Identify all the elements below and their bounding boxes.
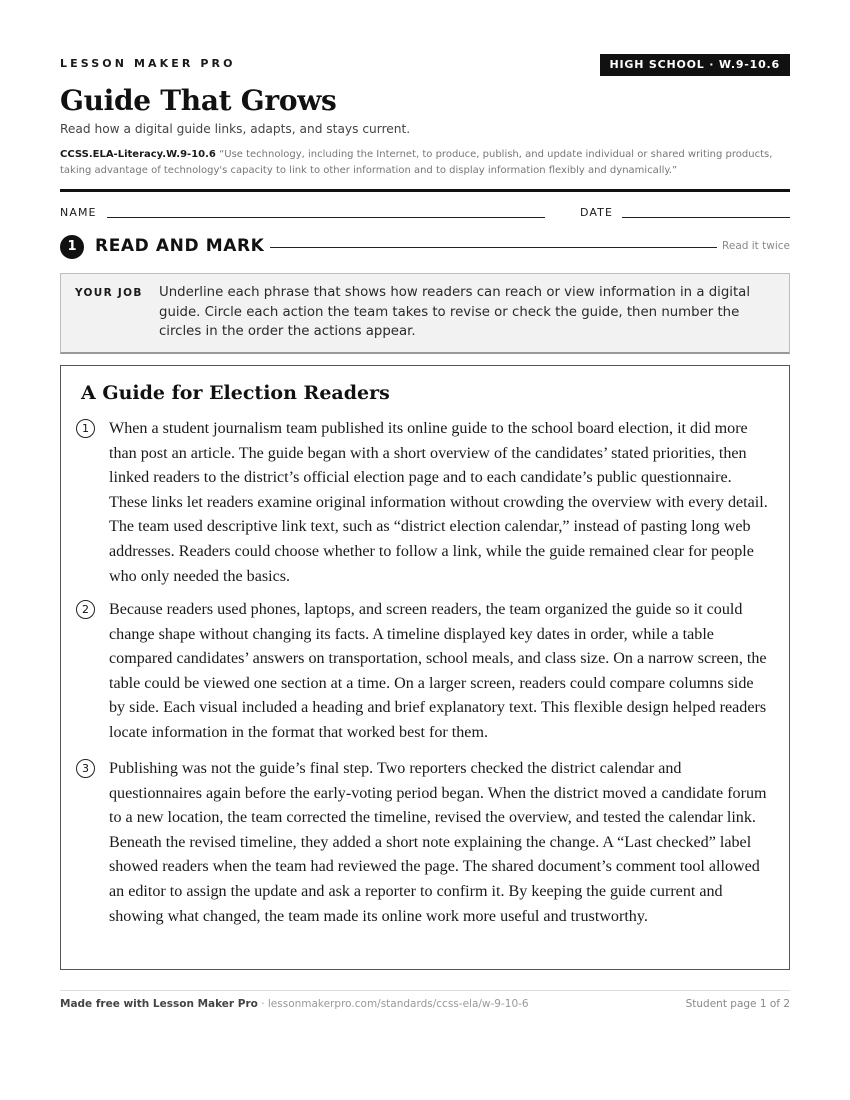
reading-passage xyxy=(60,365,790,970)
footer-credit xyxy=(60,998,529,1010)
name-label: NAME xyxy=(60,206,97,219)
header-divider xyxy=(60,189,790,192)
section-note: Read it twice xyxy=(722,240,790,252)
paragraph-text: Because readers used phones, laptops, and screen readers, the team organized the guide so it could change shape without changing its facts. A timeline displayed key dates in order, while a table compared candidates’ answers on transportation, school meals, and class size. On a narrow screen, the table could be viewed one section at a time. On a larger screen, readers could compare columns side by side. Each visual included a heading and brief explanatory text. This flexible design helped readers locate information in the format that worked best for them. xyxy=(109,601,767,741)
section-number-badge: 1 xyxy=(60,235,84,259)
page-title: Guide That Grows xyxy=(60,84,337,117)
name-date-row xyxy=(60,205,790,221)
section-title: READ AND MARK xyxy=(95,236,265,256)
paragraph-text: When a student journalism team published its online guide to the school board election, it did more than post an article. The guide began with a short overview of the candidates’ stated priorities, then linked readers to the district’s official election page and to each candidate’s public questionnaire. These links let readers examine original information without crowding the overview with every detail. The team used descriptive link text, such as “district election calendar,” instead of pasting long web addresses. Readers could choose whether to follow a link, while the guide remained clear for people who only needed the basics. xyxy=(109,420,768,585)
standard-text: “Use technology, including the Internet, to produce, publish, and update individual or shared writing products, taking advantage of technology's capacity to link to other information and to display information flexibly and dynamically.” xyxy=(60,149,773,176)
standard-description xyxy=(60,147,790,178)
paragraph-number: 3 xyxy=(76,759,95,778)
instructions-text: Underline each phrase that shows how readers can reach or view information in a digital guide. Circle each action the team takes to revise or check the guide, then number the circles in the order the actions appear. xyxy=(159,285,751,339)
standard-code: CCSS.ELA-Literacy.W.9-10.6 xyxy=(60,149,216,160)
date-label: DATE xyxy=(580,206,614,219)
paragraph-number: 2 xyxy=(76,600,95,619)
page-subtitle: Read how a digital guide links, adapts, and stays current. xyxy=(60,122,411,136)
footer-url[interactable]: · lessonmakerpro.com/standards/ccss-ela/w-9-10-6 xyxy=(257,998,529,1010)
date-field[interactable] xyxy=(622,217,790,218)
instructions-box xyxy=(60,273,790,354)
passage-title: A Guide for Election Readers xyxy=(81,382,390,404)
paragraph-number: 1 xyxy=(76,419,95,438)
page-indicator: Student page 1 of 2 xyxy=(685,998,790,1010)
brand-name: LESSON MAKER PRO xyxy=(60,57,236,70)
grade-standard-badge: HIGH SCHOOL · W.9-10.6 xyxy=(600,54,791,76)
instructions-label: YOUR JOB xyxy=(75,287,143,299)
footer-divider xyxy=(60,990,790,991)
paragraph-text: Publishing was not the guide’s final step. Two reporters checked the district calendar and questionnaires again before the early-voting period began. When the district moved a candidate forum to a new location, the team corrected the timeline, revised the overview, and tested the calendar link. Beneath the revised timeline, they added a short note explaining the change. A “Last checked” label showed readers when the team had reviewed the page. The shared document’s comment tool allowed an editor to assign the update and ask a reporter to confirm it. By keeping the guide current and showing what changed, the team made its online work more useful and trustworthy. xyxy=(109,760,767,925)
footer-made-with: Made free with Lesson Maker Pro xyxy=(60,998,258,1010)
section-divider xyxy=(270,247,717,248)
section-header xyxy=(60,235,790,259)
name-field[interactable] xyxy=(107,217,545,218)
